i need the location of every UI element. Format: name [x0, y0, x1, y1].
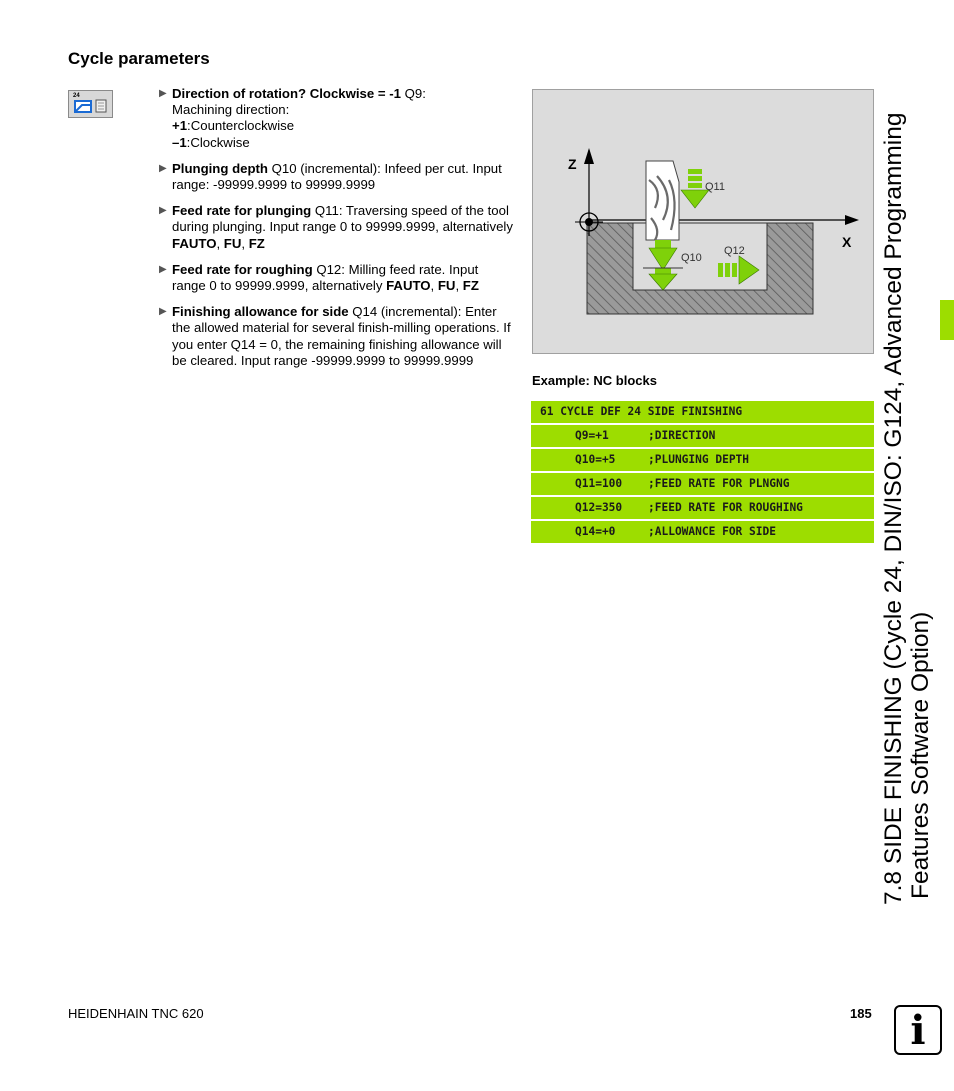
nc-block-comment: ;PLUNGING DEPTH	[648, 453, 750, 466]
feed-option: FU	[437, 278, 456, 294]
cycle-24-softkey-icon	[68, 90, 113, 118]
param-q9-name: Direction of rotation? Clockwise = -1	[172, 86, 401, 101]
nc-block-comment: ;DIRECTION	[648, 429, 716, 442]
nc-block-comment: ;FEED RATE FOR PLNGNG	[648, 477, 790, 490]
param-q9-text: Q9:	[401, 86, 426, 101]
section-title: Cycle parameters	[68, 49, 210, 68]
nc-block-row	[531, 425, 874, 447]
nc-block-code: Q10=+5	[575, 453, 616, 466]
param-q9-value: +1	[172, 118, 188, 134]
feed-option: FU	[223, 235, 242, 251]
separator: ,	[455, 278, 463, 294]
nc-block-row	[531, 521, 874, 543]
bullet-arrow-icon: ▶	[159, 162, 167, 174]
param-q9-value-desc: :Clockwise	[186, 134, 250, 150]
q10-label: Q10	[681, 252, 702, 264]
bullet-arrow-icon: ▶	[159, 205, 167, 217]
param-q12	[158, 262, 514, 294]
z-axis-arrowhead	[584, 148, 594, 164]
separator: ,	[241, 235, 249, 251]
bullet-arrow-icon: ▶	[159, 88, 167, 99]
example-heading: Example: NC blocks	[532, 373, 657, 388]
separator: ,	[430, 278, 438, 294]
nc-block-code: Q12=350	[575, 501, 623, 514]
param-q14-text: Q14 (incremental): Enter the allowed material for several finish-milling operations. If you enter Q14 = 0, the remaining finishing allowance will be cleared. Input range -99999.9999 to 99999.9999	[172, 304, 511, 368]
param-q11-name: Feed rate for plunging	[172, 203, 312, 219]
nc-block-row	[531, 497, 874, 519]
q11-label: Q11	[705, 181, 725, 193]
feed-option: FAUTO	[172, 235, 217, 251]
bullet-arrow-icon: ▶	[159, 263, 167, 275]
x-axis-arrowhead	[845, 215, 859, 225]
param-q9-line: Machining direction:	[172, 102, 290, 118]
param-q11	[158, 203, 514, 252]
param-q10	[158, 161, 514, 193]
nc-block-comment: ;ALLOWANCE FOR SIDE	[648, 525, 776, 538]
nc-block-comment: ;FEED RATE FOR ROUGHING	[648, 501, 803, 514]
param-q10-text: Q10 (incremental): Infeed per cut. Input range: -99999.9999 to 99999.9999	[172, 160, 502, 193]
cycle-diagram-graphic	[533, 90, 873, 353]
feed-option: FZ	[462, 278, 479, 294]
footer-manual-name: HEIDENHAIN TNC 620	[68, 1006, 204, 1021]
param-q10-name: Plunging depth	[172, 160, 268, 176]
info-icon-letter: i	[910, 1007, 926, 1054]
param-q12-name: Feed rate for roughing	[172, 261, 313, 277]
info-icon	[894, 1005, 942, 1055]
param-q9	[158, 86, 514, 151]
page-number: 185	[850, 1006, 872, 1021]
cycle-diagram	[532, 89, 874, 354]
param-q9-value-desc: :Counterclockwise	[187, 118, 295, 134]
nc-block-code: 61 CYCLE DEF 24 SIDE FINISHING	[540, 405, 743, 418]
q12-label: Q12	[724, 245, 745, 257]
nc-block-code: Q9=+1	[575, 429, 609, 442]
separator: ,	[216, 235, 224, 251]
z-axis-label: Z	[568, 156, 577, 172]
side-title-line: Features Software Option)	[907, 611, 934, 899]
cycle-icon-number: 24	[73, 93, 80, 99]
param-q11-text: Q11: Traversing speed of the tool during plunging. Input range 0 to 99999.9999, alternatively	[172, 203, 513, 235]
parameter-list	[158, 86, 514, 379]
param-q14-name: Finishing allowance for side	[172, 304, 349, 320]
side-title-line: 7.8 SIDE FINISHING (Cycle 24, DIN/ISO: G124, Advanced Programming	[880, 112, 907, 905]
x-axis-label: X	[842, 234, 852, 250]
nc-block-list	[531, 401, 874, 545]
feed-option: FZ	[248, 235, 265, 251]
chapter-tab-marker	[940, 300, 954, 340]
chapter-side-title	[880, 45, 934, 905]
feed-option: FAUTO	[386, 278, 431, 294]
param-q12-text: Q12: Milling feed rate. Input range 0 to 99999.9999, alternatively	[172, 261, 479, 294]
cycle-icon-graphic	[69, 91, 112, 117]
nc-block-code: Q14=+0	[575, 525, 616, 538]
nc-block-row	[531, 401, 874, 423]
param-q14	[158, 304, 514, 369]
nc-block-row	[531, 473, 874, 495]
param-q9-value: –1	[172, 134, 187, 150]
bullet-arrow-icon: ▶	[159, 306, 167, 318]
nc-block-code: Q11=100	[575, 477, 623, 490]
nc-block-row	[531, 449, 874, 471]
